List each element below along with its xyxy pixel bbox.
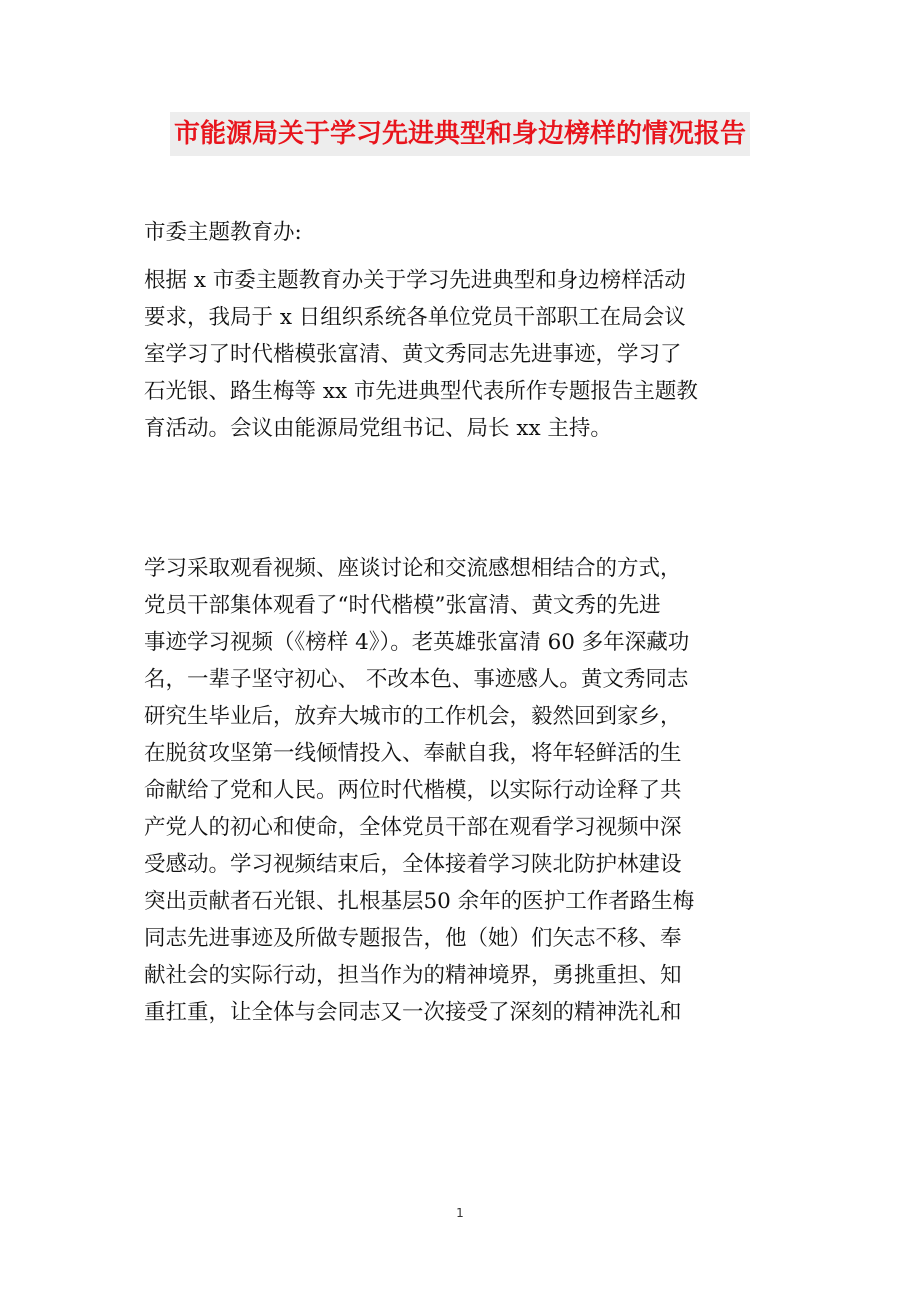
page-number: 1	[456, 1206, 464, 1220]
salutation	[144, 214, 784, 251]
paragraph-line: 要求，我局于 x 日组织系统各单位党员干部职工在局会议	[144, 305, 686, 330]
paragraph-line: 在脱贫攻坚第一线倾情投入、奉献自我，将年轻鲜活的生	[144, 741, 682, 766]
paragraph-line: 育活动。会议由能源局党组书记、局长 xx 主持。	[144, 416, 612, 441]
paragraph-line: 同志先进事迹及所做专题报告，他（她）们矢志不移、奉	[144, 926, 682, 951]
paragraph-line: 突出贡献者石光银、扎根基层50 余年的医护工作者路生梅	[144, 889, 695, 914]
paragraph-2	[144, 550, 784, 1031]
paragraph-line: 受感动。学习视频结束后，全体接着学习陕北防护林建设	[144, 852, 682, 877]
paragraph-line: 命献给了党和人民。两位时代楷模，以实际行动诠释了共	[144, 778, 682, 803]
title-container	[0, 112, 920, 156]
paragraph-line: 室学习了时代楷模张富清、黄文秀同志先进事迹，学习了	[144, 342, 682, 367]
paragraph-line: 学习采取观看视频、座谈讨论和交流感想相结合的方式，	[144, 556, 682, 581]
paragraph-line: 重扛重，让全体与会同志又一次接受了深刻的精神洗礼和	[144, 1000, 682, 1025]
paragraph-line: 研究生毕业后，放弃大城市的工作机会，毅然回到家乡，	[144, 704, 682, 729]
paragraph-1	[144, 262, 784, 447]
paragraph-line: 石光银、路生梅等 xx 市先进典型代表所作专题报告主题教	[144, 379, 698, 404]
paragraph-line: 党员干部集体观看了“时代楷模”张富清、黄文秀的先进	[144, 593, 661, 618]
salutation-text: 市委主题教育办:	[144, 220, 302, 245]
document-title: 市能源局关于学习先进典型和身边榜样的情况报告	[170, 112, 750, 156]
paragraph-line: 献社会的实际行动，担当作为的精神境界，勇挑重担、知	[144, 963, 682, 988]
paragraph-line: 产党人的初心和使命，全体党员干部在观看学习视频中深	[144, 815, 682, 840]
paragraph-line: 根据 x 市委主题教育办关于学习先进典型和身边榜样活动	[144, 268, 686, 293]
paragraph-line: 事迹学习视频（《榜样 4》）。老英雄张富清 60 多年深藏功	[144, 630, 690, 655]
paragraph-line: 名，一辈子坚守初心、 不改本色、事迹感人。黄文秀同志	[144, 667, 689, 692]
